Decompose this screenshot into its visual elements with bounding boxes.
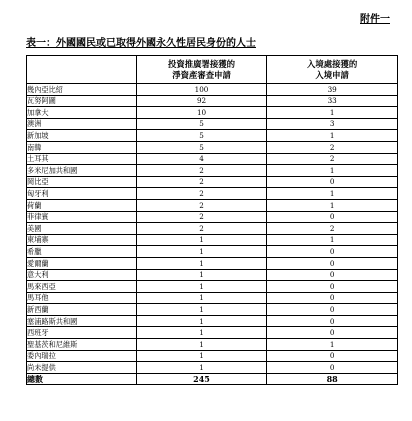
immig-count-cell: 0 (267, 269, 398, 281)
header-invest-line2: 淨資產審查申請 (172, 69, 231, 80)
invest-count-cell: 1 (136, 362, 267, 374)
immig-count-cell: 0 (267, 315, 398, 327)
immig-count-cell: 0 (267, 304, 398, 316)
immig-count-cell: 39 (267, 84, 398, 96)
table-row (27, 292, 398, 304)
header-invest-applications (136, 56, 267, 84)
applications-table (26, 55, 398, 385)
table-row (27, 95, 398, 107)
table-row (27, 130, 398, 142)
invest-count-cell: 1 (136, 315, 267, 327)
table-row (27, 269, 398, 281)
immig-count-cell: 0 (267, 350, 398, 362)
invest-count-cell: 1 (136, 257, 267, 269)
immig-count-cell: 2 (267, 223, 398, 235)
invest-count-cell: 1 (136, 281, 267, 293)
invest-count-cell: 1 (136, 269, 267, 281)
immig-count-cell: 1 (267, 165, 398, 177)
table-row (27, 188, 398, 200)
table-row (27, 350, 398, 362)
country-cell: 馬耳他 (27, 292, 137, 304)
table-row (27, 234, 398, 246)
header-immig-line2: 入境申請 (315, 69, 349, 80)
table-row (27, 84, 398, 96)
table-row (27, 141, 398, 153)
country-cell: 新加坡 (27, 130, 137, 142)
invest-count-cell: 1 (136, 339, 267, 351)
country-cell: 愛爾蘭 (27, 257, 137, 269)
invest-count-cell: 4 (136, 153, 267, 165)
immig-count-cell: 33 (267, 95, 398, 107)
table-row (27, 327, 398, 339)
table-row (27, 153, 398, 165)
country-cell: 加拿大 (27, 107, 137, 119)
invest-count-cell: 2 (136, 176, 267, 188)
table-row (27, 315, 398, 327)
country-cell: 土耳其 (27, 153, 137, 165)
header-invest-line1: 投資推廣署接獲的 (168, 59, 236, 69)
invest-count-cell: 2 (136, 188, 267, 200)
invest-count-cell: 1 (136, 327, 267, 339)
table-title: 表一：外國國民或已取得外國永久性居民身份的人士 (26, 38, 256, 49)
invest-count-cell: 1 (136, 234, 267, 246)
immig-count-cell: 2 (267, 153, 398, 165)
country-cell: 委內瑞拉 (27, 350, 137, 362)
country-cell: 匈牙利 (27, 188, 137, 200)
immig-count-cell: 1 (267, 188, 398, 200)
immig-count-cell: 1 (267, 234, 398, 246)
table-row (27, 211, 398, 223)
immig-count-cell: 0 (267, 176, 398, 188)
total-label-cell: 總數 (27, 373, 137, 385)
country-cell: 美國 (27, 223, 137, 235)
country-cell: 南韓 (27, 141, 137, 153)
country-cell: 幾內亞比紹 (27, 84, 137, 96)
country-cell: 希臘 (27, 246, 137, 258)
country-cell: 澳洲 (27, 118, 137, 130)
invest-count-cell: 1 (136, 246, 267, 258)
immig-count-cell: 0 (267, 257, 398, 269)
immig-count-cell: 0 (267, 327, 398, 339)
header-immig-line1: 入境處接獲的 (307, 59, 358, 69)
country-cell: 荷蘭 (27, 199, 137, 211)
immig-count-cell: 1 (267, 339, 398, 351)
immig-count-cell: 1 (267, 130, 398, 142)
invest-count-cell: 2 (136, 199, 267, 211)
country-cell: 岡比亞 (27, 176, 137, 188)
country-cell: 塞浦路斯共和國 (27, 315, 137, 327)
immig-count-cell: 0 (267, 281, 398, 293)
invest-count-cell: 2 (136, 211, 267, 223)
immig-count-cell: 0 (267, 246, 398, 258)
table-row (27, 165, 398, 177)
invest-count-cell: 100 (136, 84, 267, 96)
immig-count-cell: 1 (267, 107, 398, 119)
immig-count-cell: 0 (267, 292, 398, 304)
annex-label: 附件一 (360, 14, 390, 25)
invest-count-cell: 1 (136, 292, 267, 304)
invest-count-cell: 1 (136, 350, 267, 362)
table-row (27, 223, 398, 235)
country-cell: 意大利 (27, 269, 137, 281)
invest-count-cell: 5 (136, 118, 267, 130)
immig-count-cell: 2 (267, 141, 398, 153)
immig-count-cell: 3 (267, 118, 398, 130)
country-cell: 瓦努阿圖 (27, 95, 137, 107)
country-cell: 西班牙 (27, 327, 137, 339)
table-row (27, 107, 398, 119)
country-cell: 菲律賓 (27, 211, 137, 223)
country-cell: 柬埔寨 (27, 234, 137, 246)
invest-count-cell: 2 (136, 165, 267, 177)
header-country (27, 56, 137, 84)
country-cell: 新西蘭 (27, 304, 137, 316)
immig-count-cell: 0 (267, 362, 398, 374)
country-cell: 馬來西亞 (27, 281, 137, 293)
table-row (27, 257, 398, 269)
country-cell: 多米尼加共和國 (27, 165, 137, 177)
table-row (27, 362, 398, 374)
invest-count-cell: 5 (136, 141, 267, 153)
table-row (27, 339, 398, 351)
table-row (27, 199, 398, 211)
invest-count-cell: 10 (136, 107, 267, 119)
total-immig-cell: 88 (267, 373, 398, 385)
header-immigration-applications (267, 56, 398, 84)
invest-count-cell: 2 (136, 223, 267, 235)
table-row (27, 304, 398, 316)
invest-count-cell: 92 (136, 95, 267, 107)
country-cell: 尚未提供 (27, 362, 137, 374)
table-row (27, 281, 398, 293)
total-row (27, 373, 398, 385)
immig-count-cell: 1 (267, 199, 398, 211)
table-row (27, 118, 398, 130)
country-cell: 聖基茨和尼維斯 (27, 339, 137, 351)
table-row (27, 246, 398, 258)
table-header-row (27, 56, 398, 84)
total-invest-cell: 245 (136, 373, 267, 385)
invest-count-cell: 5 (136, 130, 267, 142)
invest-count-cell: 1 (136, 304, 267, 316)
immig-count-cell: 0 (267, 211, 398, 223)
table-row (27, 176, 398, 188)
